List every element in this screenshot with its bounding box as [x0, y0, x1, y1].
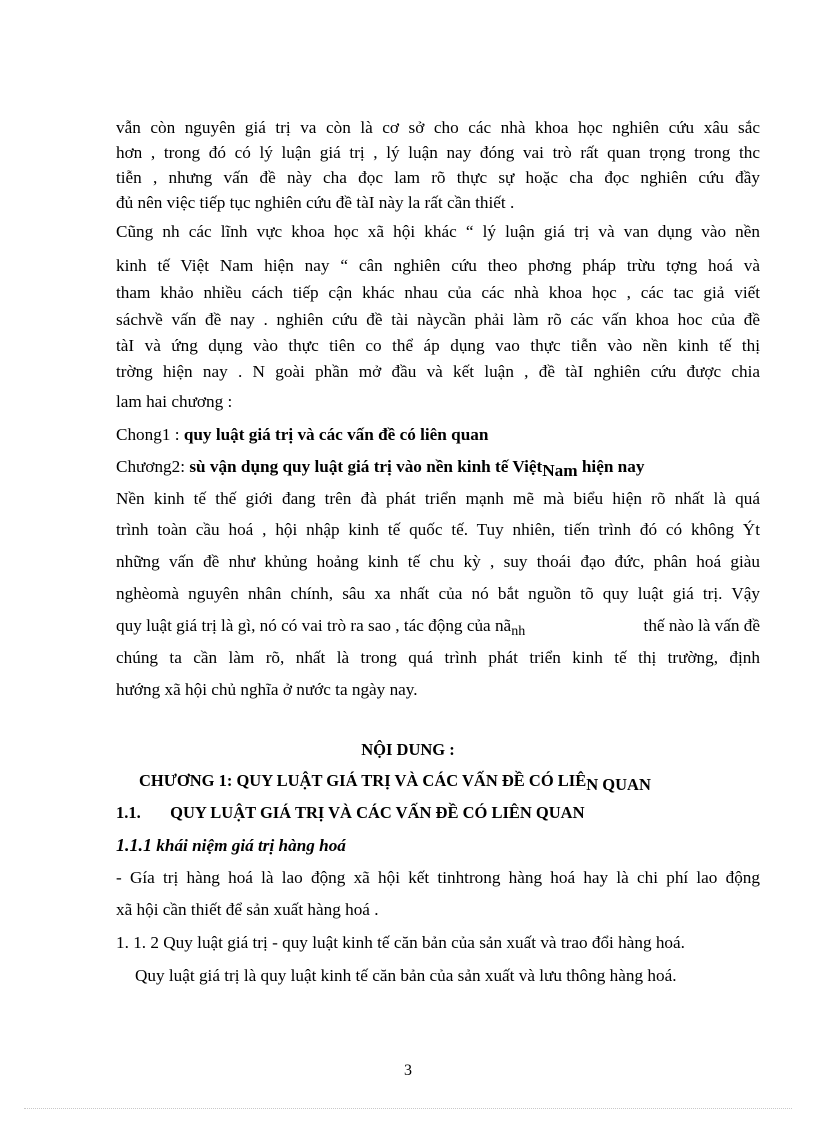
page-number: 3 — [404, 1062, 412, 1079]
definition-line-1: - Gía trị hàng hoá là lao động xã hội kết tinhtrong hàng hoá hay là chi phí lao động — [116, 868, 760, 887]
chapter-1-label: Chong1 : — [116, 425, 180, 444]
para3-line-3: những vấn đề như khủng hoảng kinh tế chu kỳ , suy thoái đạo đức, phân hoá giàu — [116, 552, 760, 571]
intro-line-1: vẫn còn nguyên giá trị va còn là cơ sở cho các nhà khoa học nghiên cứu xâu sắc — [116, 118, 760, 137]
intro-line-4: đủ nên việc tiếp tục nghiên cứu đề tàI này la rất cần thiết . — [116, 193, 515, 212]
para2-line-4: sáchvề vấn đề nay . nghiên cứu đề tài nàycần phải làm rõ các vấn khoa hoc của đề — [116, 310, 760, 329]
chapter-1-heading-sub: N QUAN — [586, 775, 651, 794]
chapter-1-entry — [116, 424, 760, 446]
section-1-1-heading — [116, 802, 760, 824]
chapter-1-heading-text: CHƯƠNG 1: QUY LUẬT GIÁ TRỊ VÀ CÁC VẤN ĐỀ CÓ LIÊ — [139, 771, 587, 790]
chapter-2-title: sù vận dụng quy luật giá trị vào nền kinh tế Việt — [189, 457, 543, 476]
para3-line-4: nghèomà nguyên nhân chính, sâu xa nhất của nó bắt nguồn tõ quy luật giá trị. Vậy — [116, 584, 760, 603]
chapter-2-title-sub: Nam — [542, 461, 578, 480]
subsection-1-1-1-number: 1.1.1 — [116, 835, 152, 855]
para2-line-5: tàI và ứng dụng vào thực tiên co thể áp dụng vao thực tiễn vào nền kinh tế thị — [116, 336, 760, 355]
section-1-1-number: 1.1. — [116, 803, 141, 822]
para3-line-1: Nền kinh tế thế giới đang trên đà phát triển mạnh mẽ mà biểu hiện rõ nhất là quá — [116, 489, 760, 508]
definition-line-2: xã hội cần thiết để sản xuất hàng hoá . — [116, 900, 379, 919]
para2-line-3: tham khảo nhiều cách tiếp cận khác nhau của các nhà khoa học , các tac giả viết — [116, 283, 760, 302]
para3-line-2: trình toàn cầu hoá , hội nhập kinh tế quốc tế. Tuy nhiên, tiến trình đó có không Ýt — [116, 520, 760, 539]
para3-line-5-tail: thế nào là vấn đề — [643, 616, 760, 635]
para2-line-7: lam hai chương : — [116, 392, 233, 411]
para3-line-7: hướng xã hội chủ nghĩa ở nước ta ngày nay. — [116, 680, 418, 699]
chapter-2-label: Chương2: — [116, 457, 186, 476]
content-heading: NỘI DUNG : — [361, 740, 455, 759]
chapter-2-title-tail: hiện nay — [581, 457, 645, 476]
intro-line-2: hơn , trong đó có lý luận giá trị , lý luận nay đóng vai trò rất quan trọng trong thc — [116, 143, 760, 162]
section-1-1-title: QUY LUẬT GIÁ TRỊ VÀ CÁC VẤN ĐỀ CÓ LIÊN QUAN — [170, 803, 585, 822]
para2-line-2: kinh tế Việt Nam hiện nay “ cân nghiên cứu theo phơng pháp trừu tợng hoá và — [116, 256, 760, 275]
subsection-1-1-1-title: khái niệm giá trị hàng hoá — [156, 836, 346, 855]
subsection-1-1-1-heading — [116, 834, 760, 857]
para3-line-5-text: quy luật giá trị là gì, nó có vai trò ra sao , tác động của nã — [116, 616, 512, 635]
section-1-1-2-body: Quy luật giá trị là quy luật kinh tế căn bản của sản xuất và lưu thông hàng hoá. — [135, 966, 677, 985]
para2-line-1: Cũng nh các lĩnh vực khoa học xã hội khác “ lý luận giá trị và van dụng vào nền — [116, 222, 760, 241]
chapter-2-entry — [116, 456, 760, 478]
para3-line-5-sub: nh — [511, 624, 526, 639]
para2-line-6: trờng hiện nay . N goài phần mở đầu và kết luận , đề tàI nghiên cứu được chia — [116, 362, 760, 381]
chapter-1-heading — [139, 770, 759, 792]
section-1-1-2-heading: 1. 1. 2 Quy luật giá trị - quy luật kinh tế căn bản của sản xuất và trao đổi hàng hoá. — [116, 933, 685, 952]
para3-line-5 — [116, 615, 760, 639]
intro-line-3: tiễn , nhưng vấn đề này cha đọc lam rõ thực sự hoặc cha đọc nghiên cứu đầy — [116, 168, 760, 187]
footer-divider — [24, 1108, 792, 1109]
para3-line-6: chúng ta cần làm rõ, nhất là trong quá trình phát triển kinh tế thị trường, định — [116, 648, 760, 667]
chapter-1-title: quy luật giá trị và các vấn đề có liên quan — [183, 425, 489, 444]
